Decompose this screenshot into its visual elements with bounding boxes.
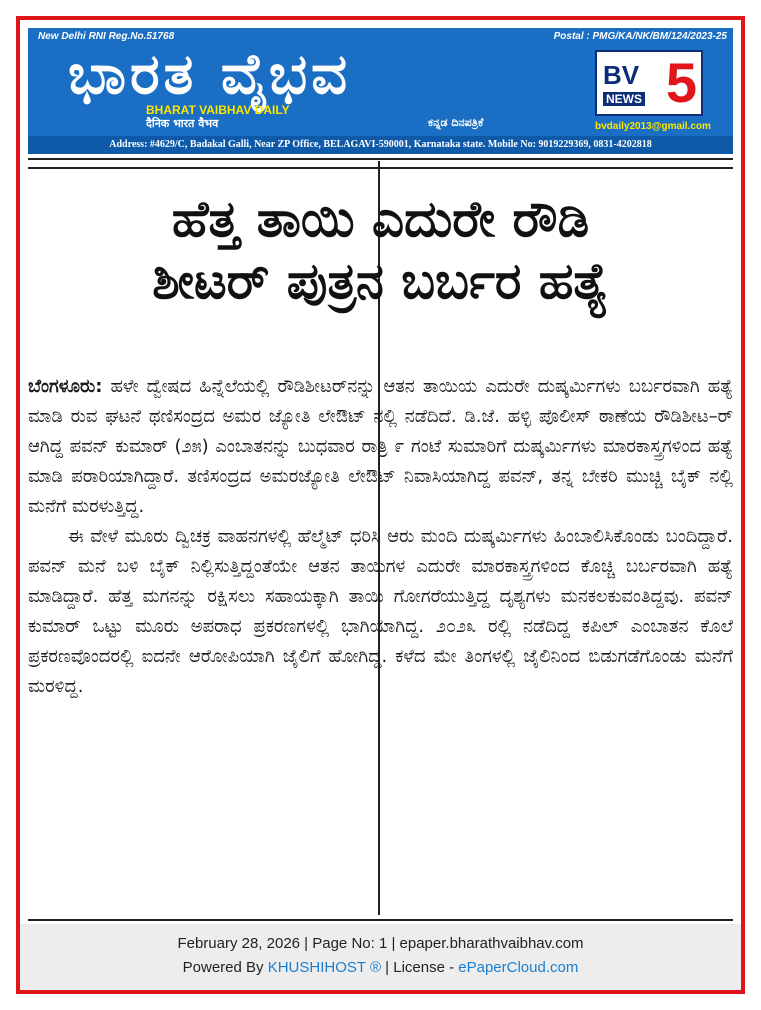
article-paragraph-1	[28, 372, 733, 522]
khushihost-link[interactable]: KHUSHIHOST ®	[267, 959, 381, 976]
subtitle-kannada: ಕನ್ನಡ ದಿನಪತ್ರಿಕೆ	[428, 116, 484, 129]
paragraph-1-text: ಹಳೇ ದ್ವೇಷದ ಹಿನ್ನೆಲೆಯಲ್ಲಿ ರೌಡಿಶೀಟರ್‌ನನ್ನು ಆತನ ತಾಯಿಯ ಎದುರೇ ದುಷ್ಕರ್ಮಿಗಳು ಬರ್ಬರವಾಗಿ ಹತ್ಯೆ ಮಾಡಿ ರುವ ಘಟನೆ ಥಣಿಸಂದ್ರದ ಅಮರ ಜ್ಯೋತಿ ಲೇಔಟ್ ನಲ್ಲಿ ನಡೆದಿದೆ. ಡಿ.ಜೆ. ಹಳ್ಳಿ ಪೊಲೀಸ್ ಠಾಣೆಯ ರೌಡಿಶೀಟ–ರ್ ಆಗಿದ್ದ ಪವನ್ ಕುಮಾರ್ (೨೫) ಎಂಬಾತನನ್ನು ಬುಧವಾರ ರಾತ್ರಿ ೯ ಗಂಟೆ ಸುಮಾರಿಗೆ ದುಷ್ಕರ್ಮಿಗಳು ಮಾರಕಾಸ್ತ್ರಗಳಿಂದ ಹತ್ಯೆ ಮಾಡಿ ಪರಾರಿಯಾಗಿದ್ದಾರೆ. ತಣಿಸಂದ್ರದ ಅಮರಜ್ಯೋತಿ ಲೇಔಟ್ ನಿವಾಸಿಯಾಗಿದ್ದ ಪವನ್, ತನ್ನ ಬೇಕರಿ ಮುಚ್ಚಿ ಬೈಕ್ ನಲ್ಲಿ ಮನೆಗೆ ಮರಳುತ್ತಿದ್ದ.	[28, 376, 733, 517]
footer-credits	[20, 956, 741, 980]
article-dateline: ಬೆಂಗಳೂರು:	[28, 376, 103, 397]
top-rule	[28, 158, 733, 160]
footer-date-line: February 28, 2026 | Page No: 1 | epaper.bharathvaibhav.com	[177, 935, 584, 952]
powered-by-label: Powered By	[182, 959, 268, 976]
article-headline	[28, 188, 733, 312]
article-body	[28, 372, 733, 702]
headline-line-2: ಶೀಟರ್ ಪುತ್ರನ ಬರ್ಬರ ಹತ್ಯೆ	[152, 252, 609, 310]
footer	[20, 924, 741, 994]
headline-line-1: ಹೆತ್ತ ತಾಯಿ ಎದುರೇ ರೌಡಿ	[171, 190, 590, 248]
logo-bv-text: BV	[603, 60, 640, 90]
postal-number: Postal : PMG/KA/NK/BM/124/2023-25	[553, 31, 727, 42]
bv5-news-logo	[595, 50, 703, 116]
page-frame	[16, 16, 745, 994]
epapercloud-link[interactable]: ePaperCloud.com	[458, 959, 579, 976]
headline-rule	[28, 167, 733, 169]
reg-number: New Delhi RNI Reg.No.51768	[38, 31, 175, 42]
office-address: Address: #4629/C, Badakal Galli, Near ZP Office, BELAGAVI-590001, Karnataka state. Mobile No: 9019229369, 0831-4202818	[28, 136, 733, 154]
newspaper-title: ಭಾರತ ವೈಭವ	[68, 42, 352, 107]
bottom-rule	[28, 919, 733, 921]
logo-news-text: NEWS	[603, 92, 645, 106]
license-label: | License -	[381, 959, 459, 976]
article-paragraph-2: ಈ ವೇಳೆ ಮೂರು ದ್ವಿಚಕ್ರ ವಾಹನಗಳಲ್ಲಿ ಹೆಲ್ಮೆಟ್ ಧರಿಸಿ ಆರು ಮಂದಿ ದುಷ್ಕರ್ಮಿಗಳು ಹಿಂಬಾಲಿಸಿಕೊಂಡು ಬಂದಿದ್ದಾರೆ. ಪವನ್ ಮನೆ ಬಳಿ ಬೈಕ್ ನಿಲ್ಲಿಸುತ್ತಿದ್ದಂತೆಯೇ ಆತನ ತಾಯಿಗಳ ಎದುರೇ ಮಾರಕಾಸ್ತ್ರಗಳಿಂದ ಕೊಚ್ಚಿ ಬರ್ಬರವಾಗಿ ಹತ್ಯೆ ಮಾಡಿದ್ದಾರೆ. ಹೆತ್ತ ಮಗನನ್ನು ರಕ್ಷಿಸಲು ಸಹಾಯಕ್ಕಾಗಿ ತಾಯಿ ಗೋಗರೆಯುತ್ತಿದ್ದ ದೃಶ್ಯಗಳು ಮನಕಲಕುವಂತಿದ್ದವು. ಪವನ್ ಕುಮಾರ್ ಒಟ್ಟು ಮೂರು ಅಪರಾಧ ಪ್ರಕರಣಗಳಲ್ಲಿ ಭಾಗಿಯಾಗಿದ್ದ. ೨೦೨೩ ರಲ್ಲಿ ನಡೆದಿದ್ದ ಕಪಿಲ್ ಎಂಬಾತನ ಕೊಲೆ ಪ್ರಕರಣವೊಂದರಲ್ಲಿ ಐದನೇ ಆರೋಪಿಯಾಗಿ ಜೈಲಿಗೆ ಹೋಗಿದ್ದ. ಕಳೆದ ಮೇ ತಿಂಗಳಲ್ಲಿ ಜೈಲಿನಿಂದ ಬಿಡುಗಡೆಗೊಂಡು ಮನೆಗೆ ಮರಳಿದ್ದ.	[28, 526, 733, 697]
logo-number: 5	[665, 51, 697, 114]
email-address: bvdaily2013@gmail.com	[595, 121, 711, 132]
subtitle-hindi: दैनिक भारत वैभव	[146, 117, 219, 130]
masthead	[28, 28, 733, 154]
subtitle-english: BHARAT VAIBHAV DAILY	[146, 103, 290, 117]
